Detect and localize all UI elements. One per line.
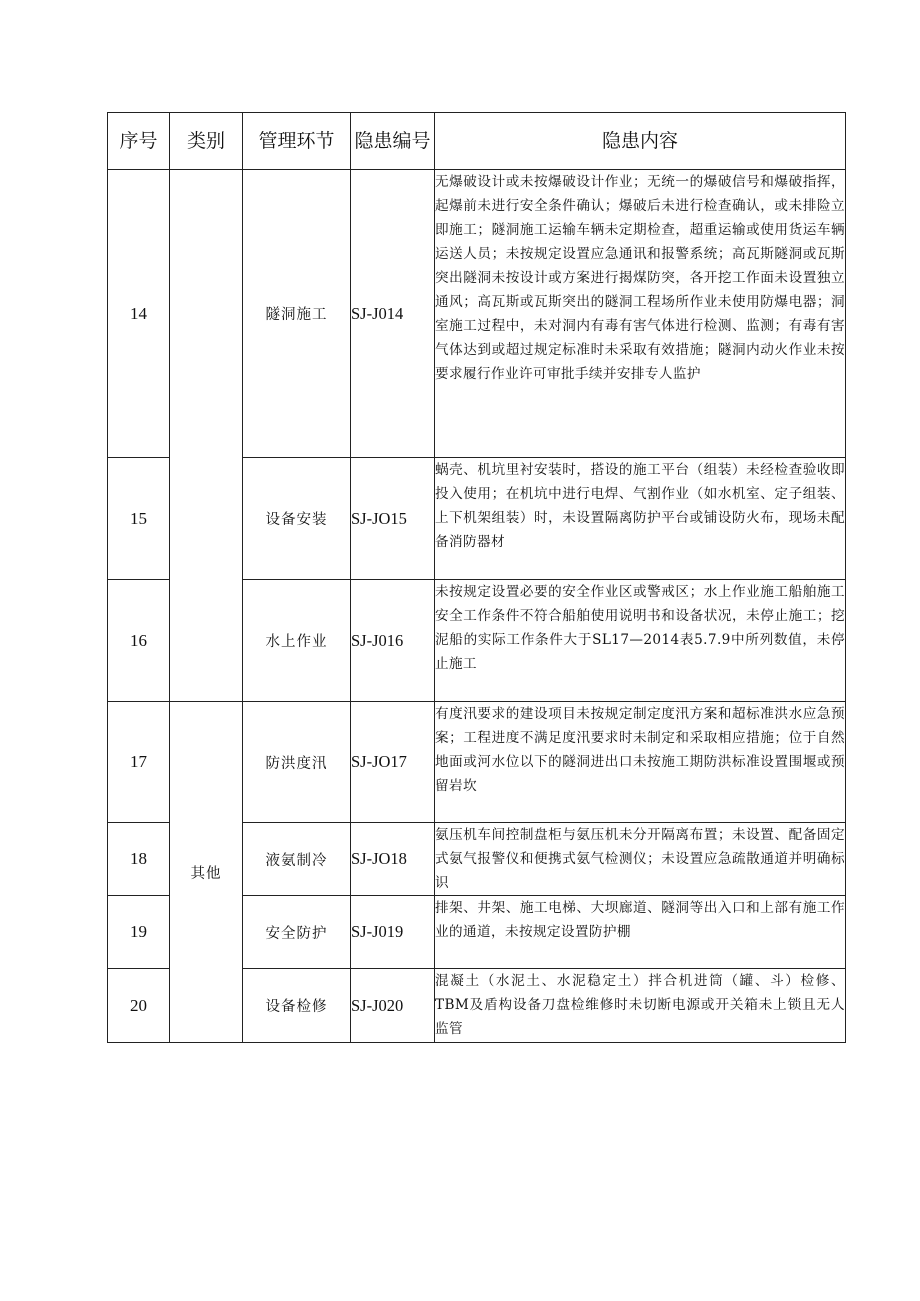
hazard-content: 混凝土（水泥土、水泥稳定土）拌合机进筒（罐、斗）检修、TBM及盾构设备刀盘检维修时未切断电源或开关箱未上锁且无人监管	[435, 969, 846, 1043]
management-stage: 设备检修	[243, 969, 351, 1043]
hazard-code: SJ-J020	[351, 969, 435, 1043]
header-content: 隐患内容	[435, 113, 846, 170]
category-cell-blank	[170, 170, 243, 702]
header-code: 隐患编号	[351, 113, 435, 170]
hazard-code: SJ-J016	[351, 580, 435, 702]
hazard-code: SJ-J019	[351, 896, 435, 969]
category-other: 其他	[170, 702, 243, 1043]
row-number: 15	[108, 458, 170, 580]
hazard-code: SJ-J014	[351, 170, 435, 458]
hazard-code: SJ-JO17	[351, 702, 435, 823]
management-stage: 安全防护	[243, 896, 351, 969]
management-stage: 水上作业	[243, 580, 351, 702]
header-stage: 管理环节	[243, 113, 351, 170]
table-row	[108, 702, 846, 823]
row-number: 18	[108, 823, 170, 896]
row-number: 17	[108, 702, 170, 823]
hazard-table	[107, 112, 846, 1043]
hazard-content: 无爆破设计或未按爆破设计作业；无统一的爆破信号和爆破指挥，起爆前未进行安全条件确认；爆破后未进行检查确认，或未排险立即施工；隧洞施工运输车辆未定期检查，超重运输或使用货运车辆运送人员；未按规定设置应急通讯和报警系统；高瓦斯隧洞或瓦斯突出隧洞未按设计或方案进行揭煤防突，各开挖工作面未设置独立通风；高瓦斯或瓦斯突出的隧洞工程场所作业未使用防爆电器；洞室施工过程中，未对洞内有毒有害气体进行检测、监测；有毒有害气体达到或超过规定标准时未采取有效措施；隧洞内动火作业未按要求履行作业许可审批手续并安排专人监护	[435, 170, 846, 458]
row-number: 20	[108, 969, 170, 1043]
management-stage: 设备安装	[243, 458, 351, 580]
hazard-content: 未按规定设置必要的安全作业区或警戒区；水上作业施工船舶施工安全工作条件不符合船舶使用说明书和设备状况，未停止施工；挖泥船的实际工作条件大于SL17—2014表5.7.9中所列数值，未停止施工	[435, 580, 846, 702]
hazard-code: SJ-JO18	[351, 823, 435, 896]
hazard-content: 氨压机车间控制盘柜与氨压机未分开隔离布置；未设置、配备固定式氨气报警仪和便携式氨气检测仪；未设置应急疏散通道并明确标识	[435, 823, 846, 896]
hazard-code: SJ-JO15	[351, 458, 435, 580]
header-row	[108, 113, 846, 170]
hazard-content: 排架、井架、施工电梯、大坝廊道、隧洞等出入口和上部有施工作业的通道，未按规定设置防护棚	[435, 896, 846, 969]
hazard-content: 蜗壳、机坑里衬安装时，搭设的施工平台（组装）未经检查验收即投入使用；在机坑中进行电焊、气割作业（如水机室、定子组装、上下机架组装）时，未设置隔离防护平台或铺设防火布，现场未配备消防器材	[435, 458, 846, 580]
management-stage: 隧洞施工	[243, 170, 351, 458]
header-category: 类别	[170, 113, 243, 170]
hazard-content: 有度汛要求的建设项目未按规定制定度汛方案和超标准洪水应急预案；工程进度不满足度汛要求时未制定和采取相应措施；位于自然地面或河水位以下的隧洞进出口未按施工期防洪标准设置围堰或预留岩坎	[435, 702, 846, 823]
header-num: 序号	[108, 113, 170, 170]
row-number: 14	[108, 170, 170, 458]
row-number: 19	[108, 896, 170, 969]
management-stage: 液氨制冷	[243, 823, 351, 896]
management-stage: 防洪度汛	[243, 702, 351, 823]
table-row	[108, 170, 846, 458]
row-number: 16	[108, 580, 170, 702]
